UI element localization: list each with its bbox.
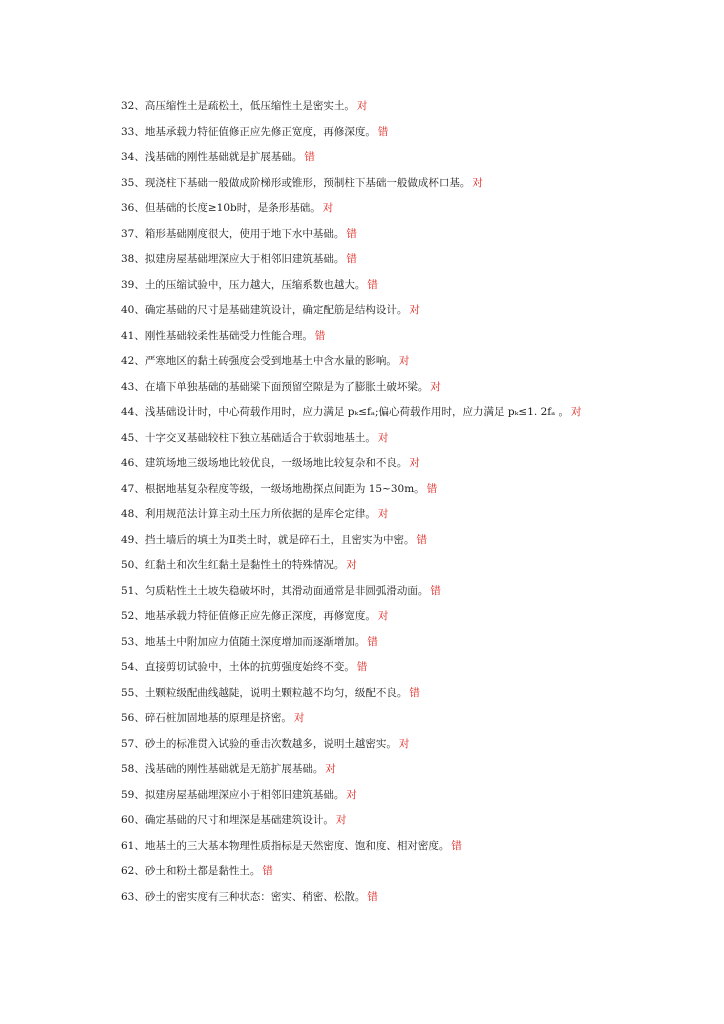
question-text: 60、确定基础的尺寸和埋深是基础建筑设计。 bbox=[121, 814, 334, 826]
answer-mark: 错 bbox=[367, 635, 378, 648]
question-text: 63、砂土的密实度有三种状态：密实、稍密、松散。 bbox=[121, 890, 366, 903]
question-text: 34、浅基础的刚性基础就是扩展基础。 bbox=[121, 151, 303, 163]
question-item bbox=[121, 863, 273, 879]
answer-mark: 错 bbox=[367, 890, 378, 903]
question-item bbox=[121, 889, 378, 905]
question-item bbox=[121, 685, 420, 701]
question-item bbox=[121, 328, 325, 344]
question-item bbox=[121, 608, 388, 624]
answer-mark: 错 bbox=[262, 865, 273, 877]
question-item bbox=[121, 175, 483, 191]
question-text: 33、地基承载力特征值修正应先修正宽度，再修深度。 bbox=[121, 125, 376, 138]
answer-mark: 错 bbox=[430, 584, 441, 597]
question-text: 58、浅基础的刚性基础就是无筋扩展基础。 bbox=[121, 763, 324, 775]
question-text: 35、现浇柱下基础一般做成阶梯形或锥形，预制柱下基础一般做成杯口基。 bbox=[121, 176, 471, 189]
question-item bbox=[121, 430, 388, 446]
answer-mark: 对 bbox=[472, 176, 483, 189]
answer-mark: 对 bbox=[409, 304, 420, 316]
answer-mark: 错 bbox=[377, 125, 389, 138]
question-item bbox=[121, 838, 462, 854]
question-item bbox=[121, 506, 388, 522]
question-text: 50、红黏土和次生红黏土是黏性土的特殊情况。 bbox=[121, 559, 345, 571]
answer-mark: 错 bbox=[346, 227, 357, 240]
question-text: 48、利用规范法计算主动土压力所依据的是库仑定律。 bbox=[121, 508, 376, 520]
question-item bbox=[121, 761, 336, 777]
question-item bbox=[121, 200, 333, 216]
question-item bbox=[121, 353, 409, 369]
question-text: 49、挡土墙后的填土为Ⅱ类土时，就是碎石土，且密实为中密。 bbox=[121, 533, 415, 546]
question-text: 45、十字交叉基础较柱下独立基础适合于软弱地基土。 bbox=[121, 431, 376, 444]
question-text: 47、根据地基复杂程度等级，一级场地勘探点间距为 15~30m。 bbox=[121, 482, 425, 495]
question-item bbox=[121, 149, 315, 165]
question-text: 37、箱形基础刚度很大，使用于地下水中基础。 bbox=[121, 227, 345, 240]
answer-mark: 对 bbox=[377, 610, 389, 622]
question-text: 38、拟建房屋基础埋深应大于相邻旧建筑基础。 bbox=[121, 253, 345, 265]
answer-mark: 错 bbox=[346, 253, 357, 265]
answer-mark: 对 bbox=[377, 508, 389, 520]
question-item bbox=[121, 812, 346, 828]
question-text: 43、在墙下单独基础的基础梁下面预留空隙是为了膨胀土破坏梁。 bbox=[121, 380, 429, 393]
question-item bbox=[121, 277, 378, 293]
question-text: 56、碎石桩加固地基的原理是挤密。 bbox=[121, 712, 292, 724]
question-text: 36、但基础的长度≥10b时，是条形基础。 bbox=[121, 202, 321, 214]
question-item bbox=[121, 583, 441, 599]
answer-mark: 对 bbox=[571, 406, 582, 418]
answer-mark: 错 bbox=[416, 533, 427, 546]
question-text: 51、匀质粘性土土坡失稳破坏时，其滑动面通常是非圆弧滑动面。 bbox=[121, 584, 429, 597]
answer-mark: 错 bbox=[367, 278, 378, 291]
question-text: 39、土的压缩试验中，压力越大，压缩系数也越大。 bbox=[121, 278, 366, 291]
answer-mark: 错 bbox=[314, 329, 326, 342]
question-text: 62、砂土和粉土都是黏性土。 bbox=[121, 865, 261, 877]
question-text: 44、浅基础设计时，中心荷载作用时，应力满足 pₖ≤fₐ;偏心荷载作用时，应力满足 pₖ≤1. 2fₐ 。 bbox=[121, 406, 570, 418]
question-item bbox=[121, 124, 388, 140]
question-item bbox=[121, 659, 367, 675]
answer-mark: 错 bbox=[356, 661, 368, 673]
question-item bbox=[121, 532, 427, 548]
question-text: 54、直接剪切试验中，土体的抗剪强度始终不变。 bbox=[121, 661, 355, 673]
answer-mark: 对 bbox=[398, 355, 410, 367]
answer-mark: 错 bbox=[426, 482, 438, 495]
question-item bbox=[121, 251, 357, 267]
question-text: 55、土颗粒级配曲线越陡，说明土颗粒越不均匀，级配不良。 bbox=[121, 686, 408, 699]
question-text: 42、严寒地区的黏土砖强度会受到地基土中含水量的影响。 bbox=[121, 355, 397, 367]
answer-mark: 对 bbox=[346, 559, 357, 571]
question-text: 57、砂土的标准贯入试验的垂击次数越多，说明土越密实。 bbox=[121, 737, 397, 750]
answer-mark: 对 bbox=[356, 100, 368, 112]
question-text: 41、刚性基础较柔性基础受力性能合理。 bbox=[121, 329, 313, 342]
question-item bbox=[121, 226, 357, 242]
answer-mark: 对 bbox=[335, 814, 347, 826]
question-text: 52、地基承载力特征值修正应先修正深度，再修宽度。 bbox=[121, 610, 376, 622]
question-item bbox=[121, 557, 357, 573]
answer-mark: 对 bbox=[377, 431, 389, 444]
question-item bbox=[121, 302, 420, 318]
question-text: 40、确定基础的尺寸是基础建筑设计，确定配筋是结构设计。 bbox=[121, 304, 408, 316]
question-item bbox=[121, 736, 409, 752]
question-item bbox=[121, 710, 304, 726]
answer-mark: 对 bbox=[398, 737, 410, 750]
answer-mark: 对 bbox=[430, 380, 441, 393]
answer-mark: 对 bbox=[325, 763, 336, 775]
question-text: 32、高压缩性土是疏松土，低压缩性土是密实土。 bbox=[121, 100, 355, 112]
answer-mark: 对 bbox=[322, 202, 334, 214]
answer-mark: 错 bbox=[409, 686, 420, 699]
question-text: 46、建筑场地三级场地比较优良，一级场地比较复杂和不良。 bbox=[121, 457, 408, 469]
answer-mark: 错 bbox=[451, 839, 462, 852]
question-item bbox=[121, 98, 367, 114]
question-item bbox=[121, 787, 357, 803]
question-item bbox=[121, 379, 441, 395]
question-text: 53、地基土中附加应力值随土深度增加而逐渐增加。 bbox=[121, 635, 366, 648]
question-item bbox=[121, 455, 420, 471]
question-item bbox=[121, 634, 378, 650]
answer-mark: 对 bbox=[346, 788, 357, 801]
question-text: 59、拟建房屋基础埋深应小于相邻旧建筑基础。 bbox=[121, 788, 345, 801]
answer-mark: 错 bbox=[304, 151, 315, 163]
question-item bbox=[121, 481, 437, 497]
answer-mark: 对 bbox=[409, 457, 420, 469]
question-text: 61、地基土的三大基本物理性质指标是天然密度、饱和度、相对密度。 bbox=[121, 839, 450, 852]
question-item bbox=[121, 404, 582, 420]
answer-mark: 对 bbox=[293, 712, 305, 724]
